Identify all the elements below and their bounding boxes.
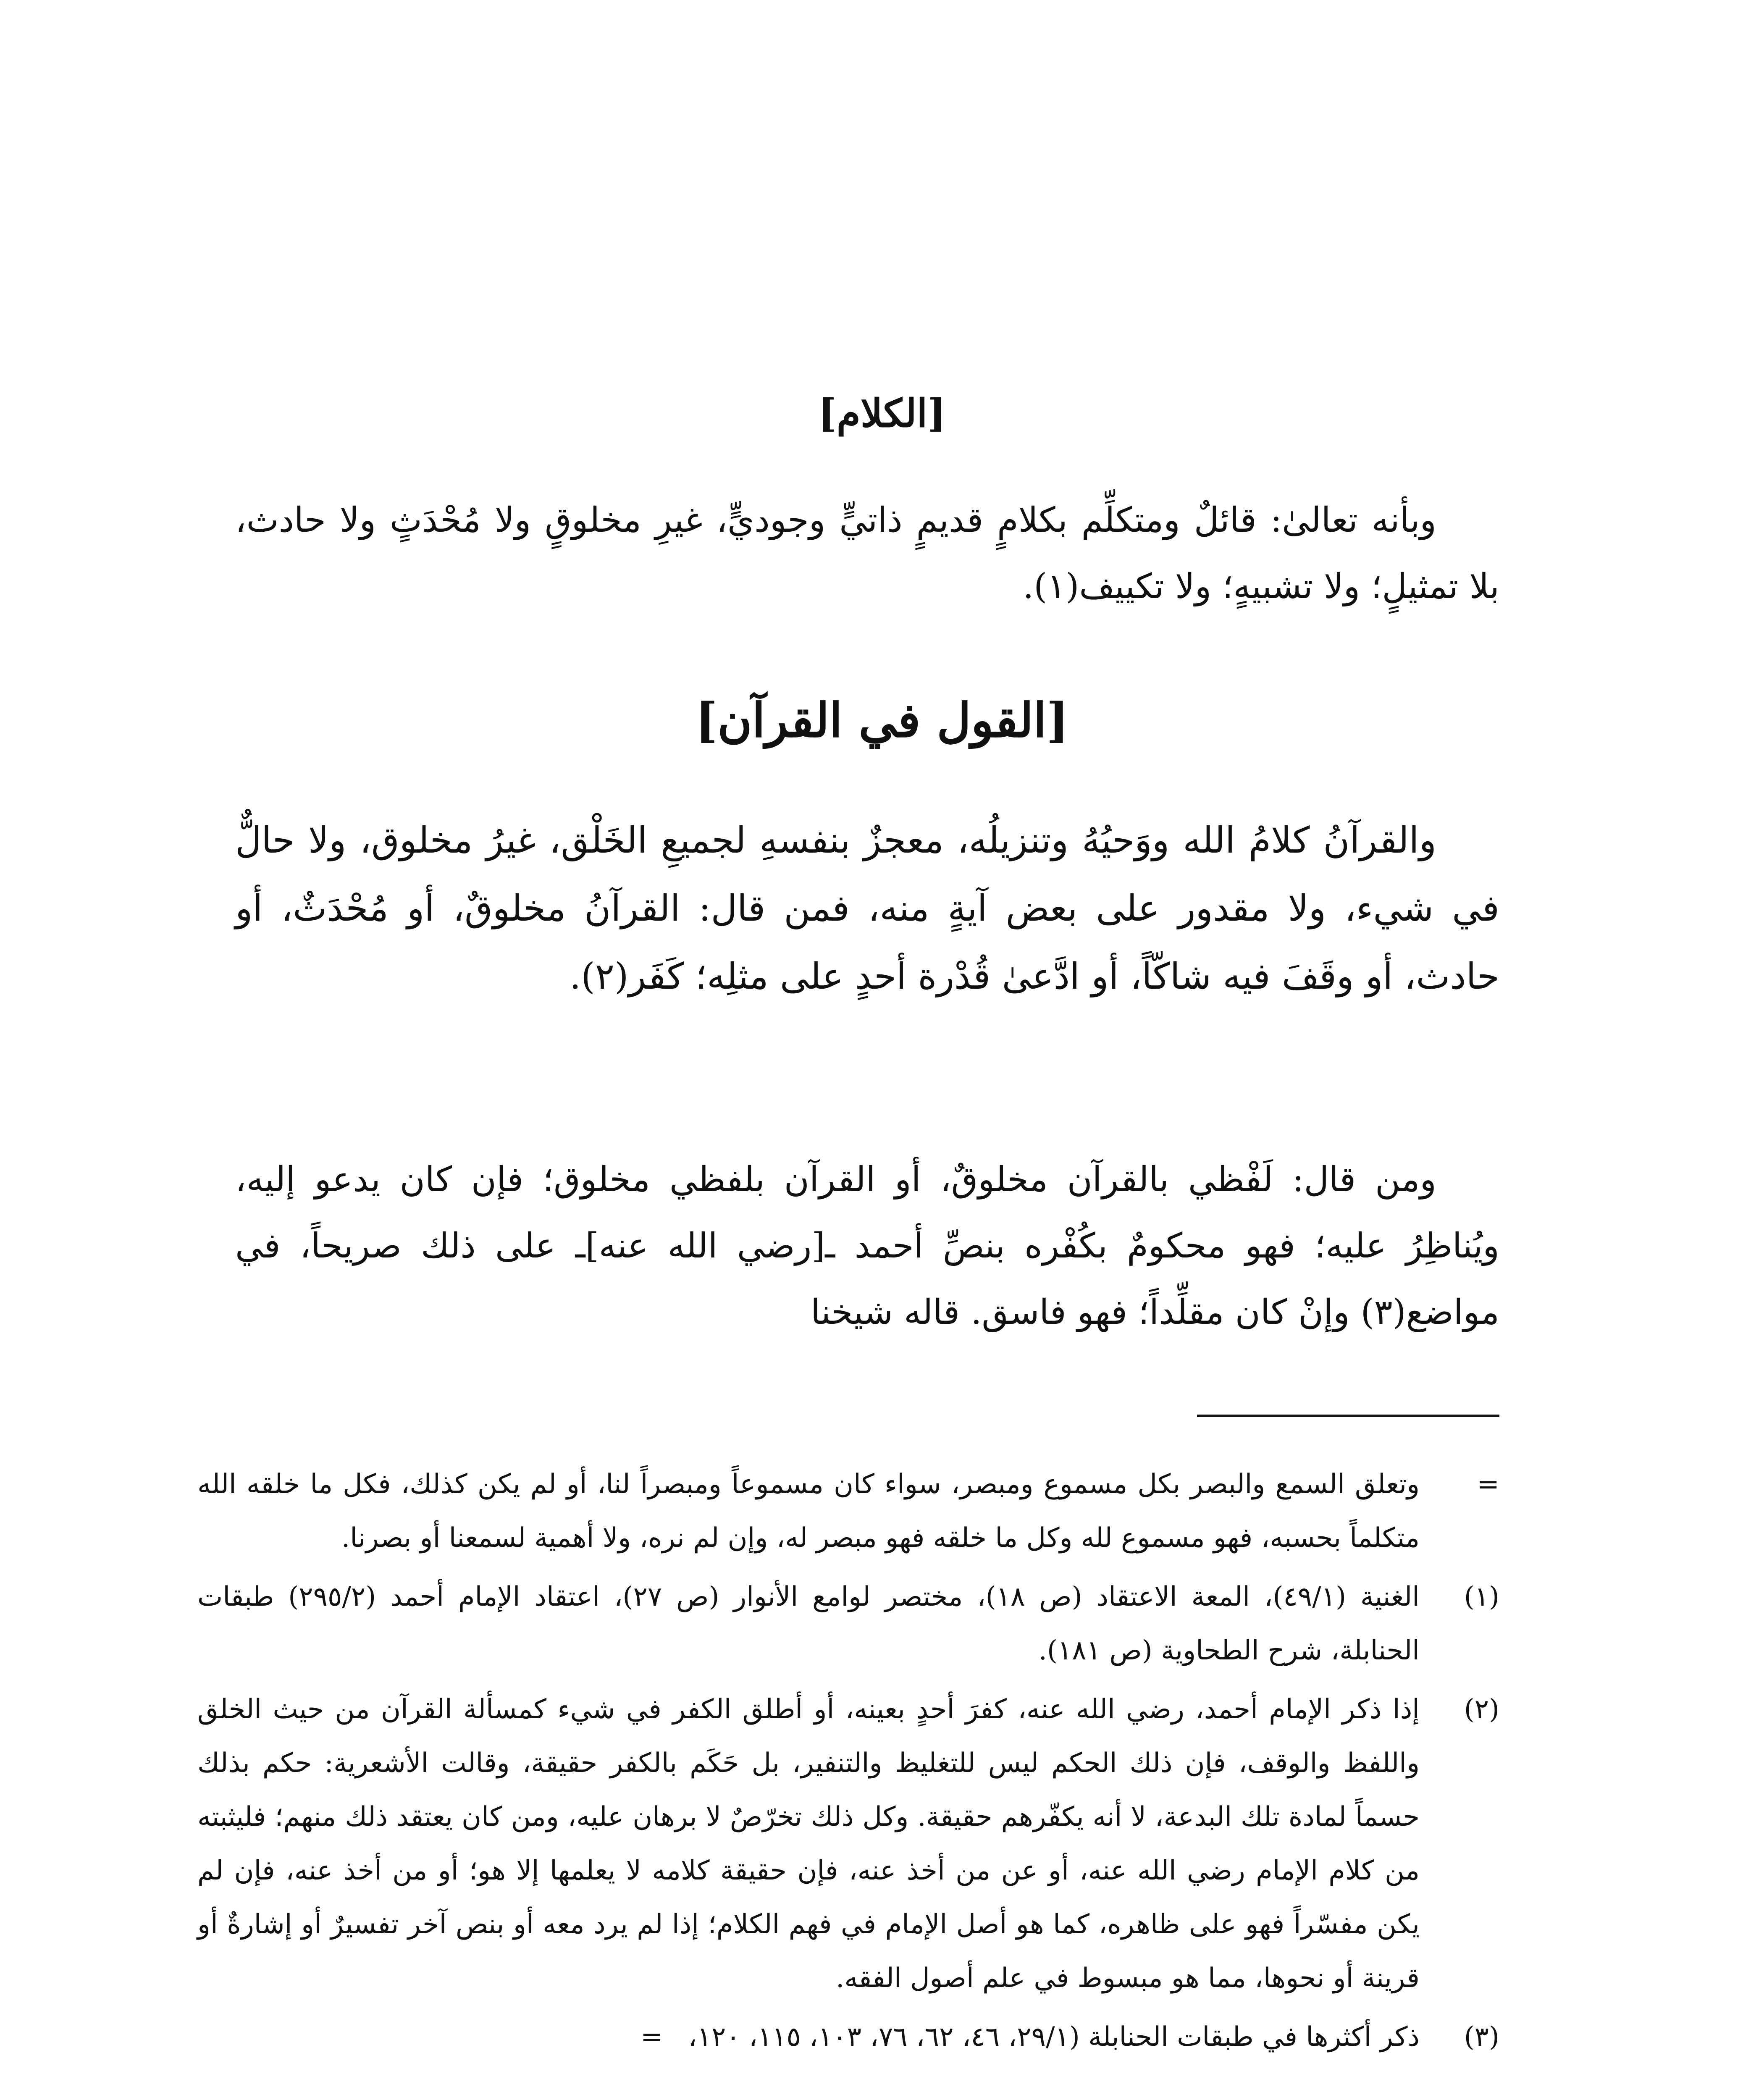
footnote-marker: = — [1477, 1469, 1499, 1500]
footnote-text: وتعلق السمع والبصر بكل مسموع ومبصر، سواء كان مسموعاً ومبصراً لنا، أو لم يكن كذلك، فكل ما خلقه الله متكلماً بحسبه، فهو مسموع لله وكل ما خلقه فهو مبصر له، وإن لم نره، ولا أهمية لسمعنا أو بصرنا. — [197, 1469, 1420, 1554]
section-title-kalam: [الكلام] — [818, 391, 946, 436]
footnote-continuation-mark: = — [640, 2021, 663, 2053]
paragraph-quran-1: والقرآنُ كلامُ الله ووَحيُهُ وتنزيلُه، معجزٌ بنفسهِ لجميعِ الخَلْق، غيرُ مخلوق، ولا حالٌّ في شيء، ولا مقدور على بعض آيةٍ منه، فمن قال: القرآنُ مخلوقٌ، أو مُحْدَثٌ، أو حادث، أو وقَفَ فيه شاكّاً، أو ادَّعىٰ قُدْرة أحدٍ على مثلِه؛ كَفَر(٢). — [235, 819, 1499, 998]
footnote-text: الغنية (٤٩/١)، المعة الاعتقاد (ص ١٨)، مختصر لوامع الأنوار (ص ٢٧)، اعتقاد الإمام أحمد (٢٩٥/٢) طبقات الحنابلة، شرح الطحاوية (ص ١٨١). — [197, 1581, 1420, 1666]
footnote-text: إذا ذكر الإمام أحمد، رضي الله عنه، كفرَ أحدٍ بعينه، أو أطلق الكفر في شيء كمسألة القرآن من حيث الخلق واللفظ والوقف، فإن ذلك الحكم ليس للتغليظ والتنفير، بل حَكَم بالكفر حقيقة، وقالت الأشعرية: حكم بذلك حسماً لمادة تلك البدعة، لا أنه يكفّرهم حقيقة. وكل ذلك تخرّصٌ لا برهان عليه، ومن كان يعتقد ذلك منهم؛ فليثبته من كلام الإمام رضي الله عنه، أو عن من أخذ عنه، فإن حقيقة كلامه لا يعلمها إلا هو؛ أو من أخذ عنه، فإن لم يكن مفسّراً فهو على ظاهره، كما هو أصل الإمام في فهم الكلام؛ إذا لم يرد معه أو بنص آخر تفسيرٌ أو إشارةٌ أو قرينة أو نحوها، مما هو مبسوط في علم أصول الفقه. — [197, 1694, 1420, 1994]
footnote-2 — [197, 1683, 1499, 2005]
footnote-marker: (٣) — [1464, 2021, 1499, 2053]
section-title-quran: [القول في القرآن] — [695, 693, 1069, 748]
footnote-1 — [197, 1570, 1499, 1677]
footnote-3 — [197, 2010, 1499, 2064]
paragraph-quran-2: ومن قال: لَفْظي بالقرآن مخلوقٌ، أو القرآن بلفظي مخلوق؛ فإن كان يدعو إليه، ويُناظِرُ عليه؛ فهو محكومٌ بكُفْره بنصِّ أحمد ـ[رضي الله عنه]ـ على ذلك صريحاً، في مواضع(٣) وإنْ كان مقلِّداً؛ فهو فاسق. قاله شيخنا — [235, 1160, 1499, 1332]
footnote-marker: (١) — [1464, 1581, 1499, 1612]
footnote-marker: (٢) — [1464, 1694, 1499, 1725]
footnote-separator — [1197, 1415, 1499, 1417]
footnote-text: ذكر أكثرها في طبقات الحنابلة (٢٩/١، ٤٦، ٦٢، ٧٦، ١٠٣، ١١٥، ١٢٠، — [688, 2021, 1420, 2053]
footnotes — [197, 1457, 1499, 2069]
paragraph-kalam: وبأنه تعالىٰ: قائلٌ ومتكلِّم بكلامٍ قديمٍ ذاتيٍّ وجوديٍّ، غيرِ مخلوقٍ ولا مُحْدَثٍ ولا حادث، بلا تمثيلٍ؛ ولا تشبيهٍ؛ ولا تكييف(١). — [235, 500, 1499, 606]
footnote-continued — [197, 1457, 1499, 1565]
